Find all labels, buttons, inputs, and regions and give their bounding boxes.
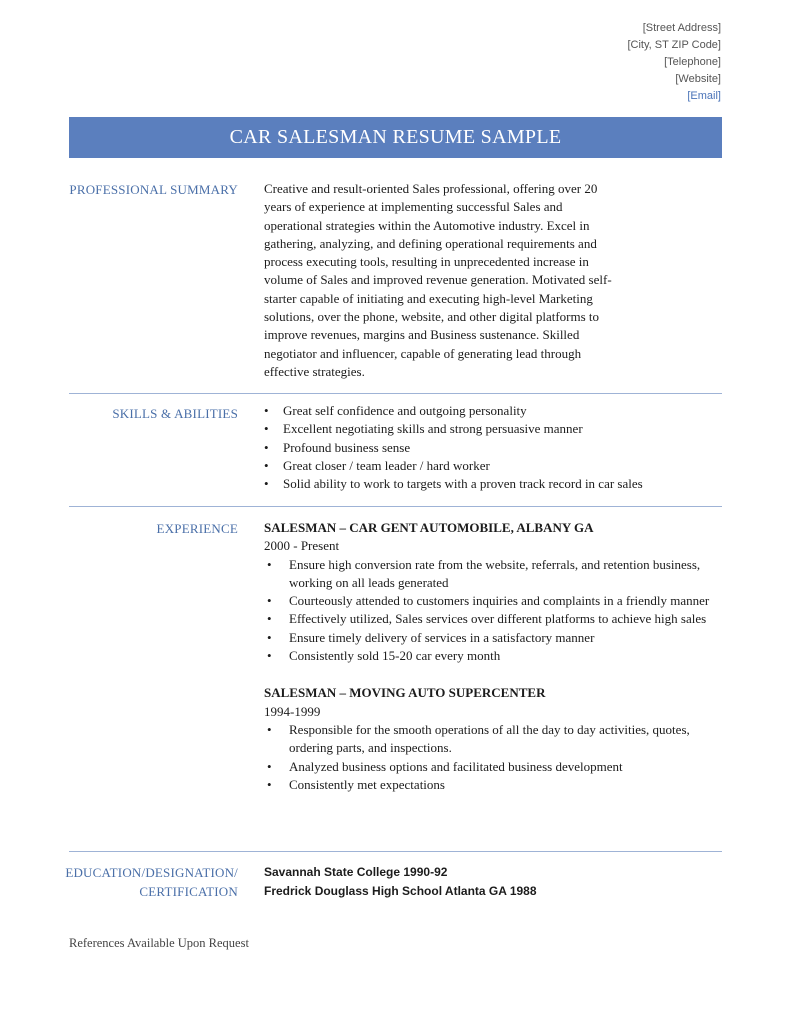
skills-list-wrap bbox=[264, 402, 724, 493]
job-bullet: • Courteously attended to customers inquiries and complaints in a friendly manner bbox=[264, 592, 724, 610]
city-state-zip: [City, ST ZIP Code] bbox=[627, 39, 721, 51]
experience-label: EXPERIENCE bbox=[156, 521, 238, 536]
experience-section bbox=[264, 519, 724, 794]
section-divider bbox=[69, 851, 722, 852]
job-bullet: • Ensure timely delivery of services in a satisfactory manner bbox=[264, 629, 724, 647]
skill-item: • Great self confidence and outgoing personality bbox=[264, 402, 724, 420]
job-title: SALESMAN – MOVING AUTO SUPERCENTER bbox=[264, 685, 546, 701]
education-label bbox=[65, 863, 238, 901]
summary-line: process executing tools, resulting in unprecedented increase in bbox=[264, 254, 589, 270]
title-banner bbox=[69, 117, 722, 158]
job-bullet: • Analyzed business options and facilitated business development bbox=[264, 758, 724, 776]
education-list bbox=[264, 863, 724, 901]
summary-line: effective strategies. bbox=[264, 363, 365, 379]
summary-text bbox=[264, 180, 724, 381]
skills-label: SKILLS & ABILITIES bbox=[112, 406, 238, 421]
education-label-line: EDUCATION/DESIGNATION/ bbox=[65, 865, 238, 880]
references-note: References Available Upon Request bbox=[69, 936, 249, 950]
summary-line: Creative and result-oriented Sales professional, offering over 20 bbox=[264, 181, 598, 196]
summary-line: improve revenues, margins and Business sustenance. Skilled bbox=[264, 327, 580, 343]
skills-list bbox=[264, 402, 724, 493]
website: [Website] bbox=[675, 73, 721, 85]
contact-block bbox=[627, 20, 721, 105]
summary-line: negotiator and influencer, capable of generating lead through bbox=[264, 345, 582, 361]
section-divider bbox=[69, 393, 722, 394]
skill-item: • Solid ability to work to targets with a proven track record in car sales bbox=[264, 475, 724, 493]
summary-line: operational strategies within the Automotive industry. Excel in bbox=[264, 217, 590, 233]
job-dates: 2000 - Present bbox=[264, 538, 340, 554]
education-label-line: CERTIFICATION bbox=[139, 884, 238, 899]
skill-item: • Profound business sense bbox=[264, 439, 724, 457]
telephone: [Telephone] bbox=[664, 56, 721, 68]
job-bullet: • Consistently sold 15-20 car every month bbox=[264, 647, 724, 665]
summary-line: solutions, over the phone, website, and other digital platforms to bbox=[264, 309, 600, 325]
street-address: [Street Address] bbox=[642, 22, 721, 34]
job-bullet: • Effectively utilized, Sales services over different platforms to achieve high sales bbox=[264, 610, 724, 628]
job-title: SALESMAN – CAR GENT AUTOMOBILE, ALBANY GA bbox=[264, 520, 594, 535]
summary-line: years of experience at implementing successful Sales and bbox=[264, 199, 563, 215]
email-link[interactable]: [Email] bbox=[687, 90, 721, 102]
skill-item: • Excellent negotiating skills and strong persuasive manner bbox=[264, 420, 724, 438]
job-bullet: • Consistently met expectations bbox=[264, 776, 724, 794]
job-bullet: • Ensure high conversion rate from the website, referrals, and retention business, working on all leads generated bbox=[264, 556, 724, 593]
section-divider bbox=[69, 506, 722, 507]
summary-line: volume of Sales and improved revenue generation. Motivated self- bbox=[264, 272, 612, 288]
summary-line: gathering, analyzing, and defining operational requirements and bbox=[264, 235, 597, 251]
job-bullet: • Responsible for the smooth operations of all the day to day activities, quotes, ordering parts, and inspections. bbox=[264, 721, 724, 758]
skill-item: • Great closer / team leader / hard worker bbox=[264, 457, 724, 475]
education-item: Savannah State College 1990-92 bbox=[264, 865, 448, 879]
job-bullets bbox=[264, 556, 724, 666]
job-dates: 1994-1999 bbox=[264, 703, 321, 719]
job-bullets bbox=[264, 721, 724, 794]
page-title: CAR SALESMAN RESUME SAMPLE bbox=[229, 126, 562, 148]
summary-label: PROFESSIONAL SUMMARY bbox=[69, 182, 238, 197]
summary-line: starter capable of initiating and executing high-level Marketing bbox=[264, 290, 593, 306]
education-item: Fredrick Douglass High School Atlanta GA 1988 bbox=[264, 884, 537, 898]
